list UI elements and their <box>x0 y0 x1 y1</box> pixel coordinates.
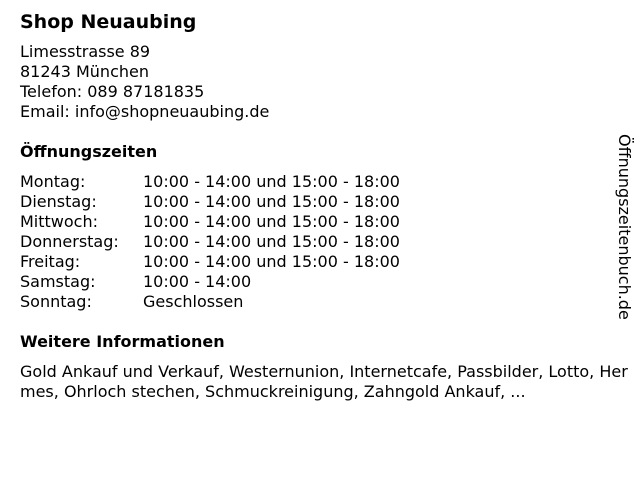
opening-hours-heading: Öffnungszeiten <box>20 142 158 161</box>
hours-day: Samstag: <box>20 272 96 291</box>
hours-time: Geschlossen <box>143 292 244 311</box>
hours-day: Montag: <box>20 172 86 191</box>
address-block <box>20 42 620 122</box>
hours-day: Dienstag: <box>20 192 97 211</box>
hours-time: 10:00 - 14:00 und 15:00 - 18:00 <box>143 252 400 271</box>
email-address: Email: info@shopneuaubing.de <box>20 102 270 121</box>
hours-day: Sonntag: <box>20 292 92 311</box>
hours-day: Freitag: <box>20 252 81 271</box>
hours-row <box>20 172 620 192</box>
address-city: 81243 München <box>20 62 149 81</box>
hours-time: 10:00 - 14:00 <box>143 272 252 291</box>
hours-row <box>20 192 620 212</box>
hours-time: 10:00 - 14:00 und 15:00 - 18:00 <box>143 192 400 211</box>
hours-time: 10:00 - 14:00 und 15:00 - 18:00 <box>143 212 400 231</box>
hours-time: 10:00 - 14:00 und 15:00 - 18:00 <box>143 172 400 191</box>
shop-name: Shop Neuaubing <box>20 11 197 33</box>
hours-row <box>20 232 620 252</box>
further-info-text: Gold Ankauf und Verkauf, Westernunion, Internetcafe, Passbilder, Lotto, Hermes, Ohrloch stechen, Schmuckreinigung, Zahngold Ankauf, ... <box>20 362 628 401</box>
opening-hours-table <box>20 172 620 312</box>
hours-day: Donnerstag: <box>20 232 119 251</box>
hours-row <box>20 272 620 292</box>
hours-time: 10:00 - 14:00 und 15:00 - 18:00 <box>143 232 400 251</box>
hours-row <box>20 212 620 232</box>
brand-watermark: Öffnungszeitenbuch.de <box>615 134 634 320</box>
hours-day: Mittwoch: <box>20 212 98 231</box>
hours-row <box>20 252 620 272</box>
phone-number: Telefon: 089 87181835 <box>20 82 205 101</box>
further-info-heading: Weitere Informationen <box>20 332 225 351</box>
hours-row <box>20 292 620 312</box>
address-street: Limesstrasse 89 <box>20 42 151 61</box>
